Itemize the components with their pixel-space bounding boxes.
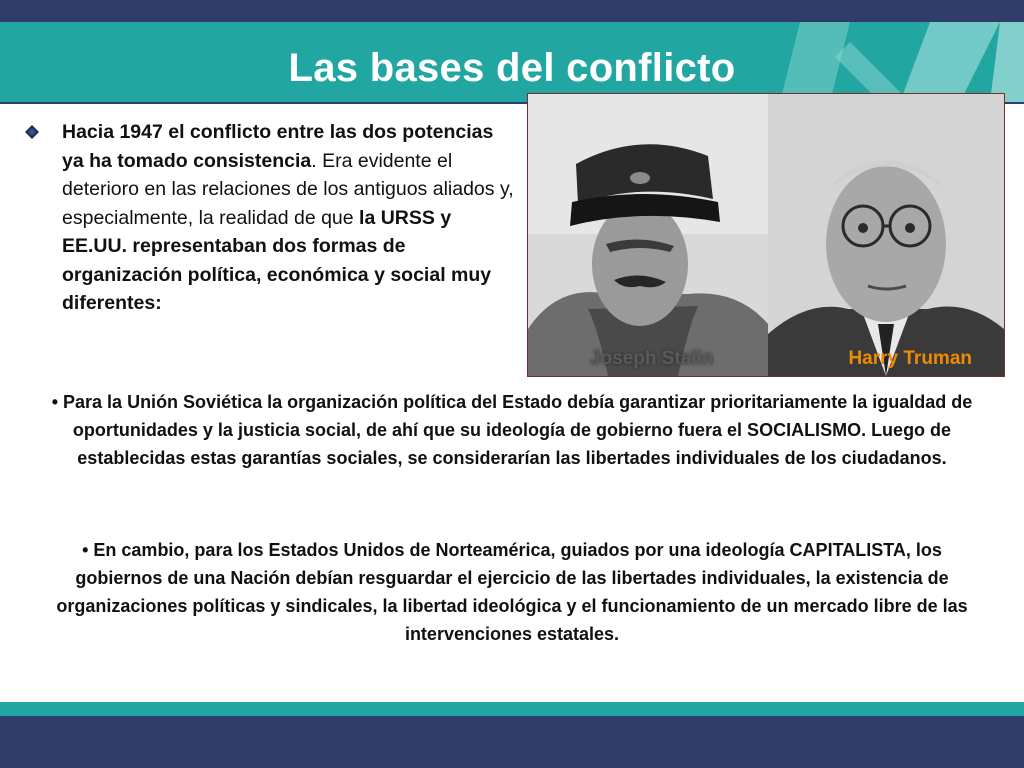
truman-caption: Harry Truman: [848, 348, 972, 369]
diamond-bullet-icon: [24, 124, 40, 140]
bottom-navy-band: [0, 716, 1024, 768]
top-band: [0, 0, 1024, 22]
intro-bold-conclusion: la URSS y EE.UU. representaban dos formas de organización política, económica y social muy diferentes:: [62, 206, 492, 314]
us-paragraph: • En cambio, para los Estados Unidos de Norteamérica, guiados por una ideología CAPITALISTA, los gobiernos de una Nación debían resguardar el ejercicio de las libertades individuales, la existencia de organizaciones políticas y sindicales, la libertad ideológica y el funcionamiento de un mercado libre de las intervenciones estatales.: [56, 540, 968, 644]
intro-normal-text: . Era evidente el deterioro en las relaciones de los antiguos aliados y, especialmente, la realidad de que: [62, 149, 514, 229]
leaders-photo-frame: [527, 93, 1005, 377]
stalin-photo: [528, 94, 768, 376]
truman-photo: [768, 94, 1004, 376]
slide-title: Las bases del conflicto: [288, 46, 736, 90]
soviet-paragraph: • Para la Unión Soviética la organización política del Estado debía garantizar prioritariamente la igualdad de oportunidades y la justicia social, de ahí que su ideología de gobierno fuera el SOCIALISMO. Luego de establecidas estas garantías sociales, se considerarían las libertades individuales de los ciudadanos.: [51, 392, 973, 468]
bottom-teal-band: [0, 702, 1024, 716]
intro-bold-lead: Hacia 1947 el conflicto entre las dos potencias ya ha tomado consistencia: [62, 121, 494, 172]
stalin-caption: Joseph Stalin: [590, 348, 714, 369]
intro-text: [62, 118, 514, 318]
